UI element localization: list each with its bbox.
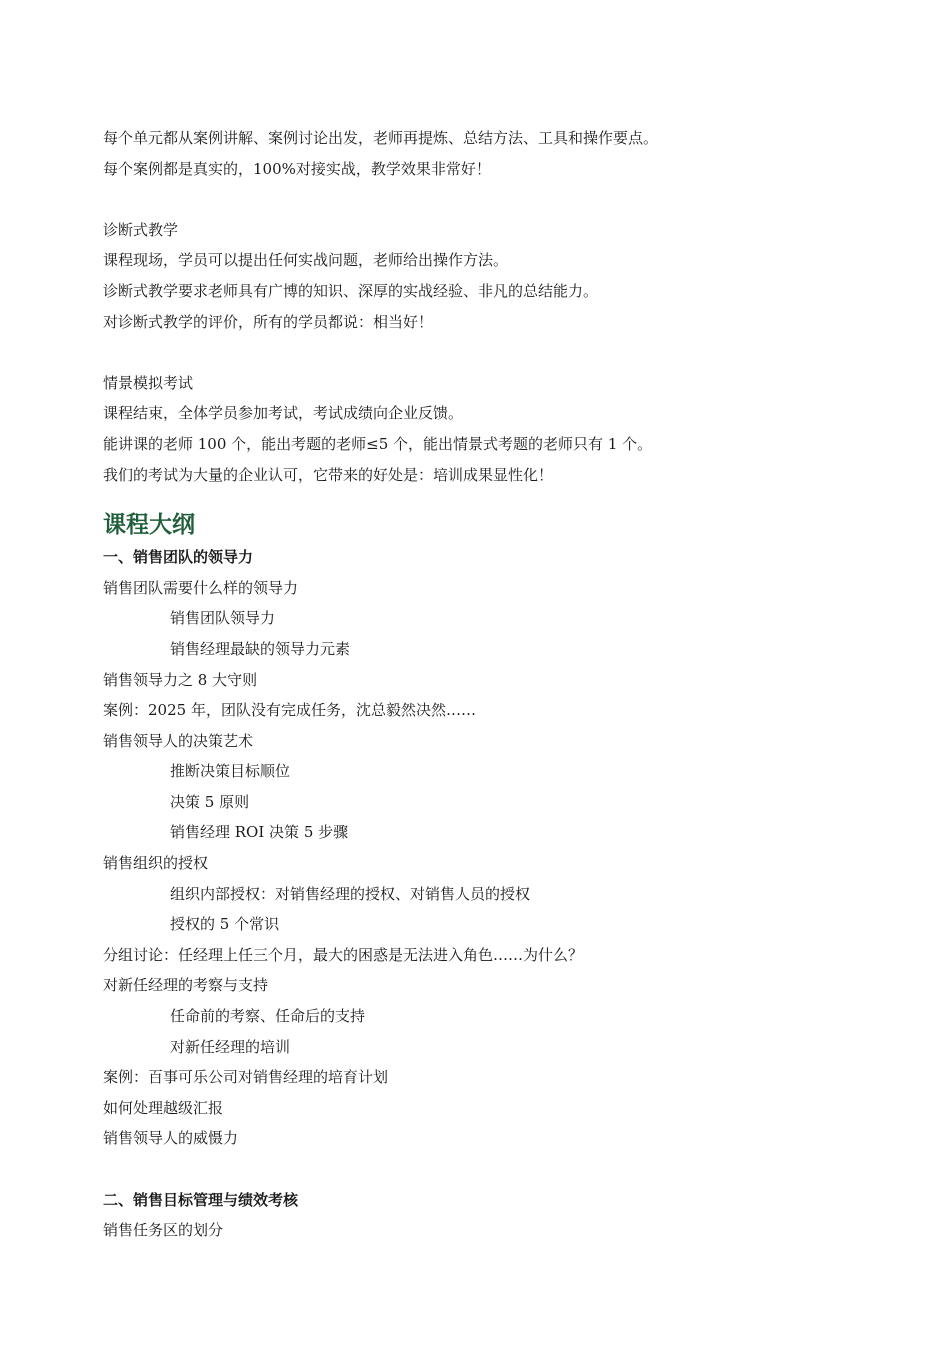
outline-item: 销售团队需要什么样的领导力: [103, 578, 299, 597]
outline-subitem: 销售经理最缺的领导力元素: [170, 639, 351, 658]
outline-item: 对新任经理的考察与支持: [103, 976, 269, 995]
outline-subitem: 销售经理 ROI 决策 5 步骤: [170, 823, 349, 842]
intro-line: 诊断式教学要求老师具有广博的知识、深厚的实战经验、非凡的总结能力。: [103, 281, 599, 300]
intro-line: 我们的考试为大量的企业认可，它带来的好处是：培训成果显性化！: [103, 465, 554, 484]
blank-line: [103, 337, 903, 368]
outline-item: 如何处理越级汇报: [103, 1098, 224, 1117]
intro-line: 课程结束，全体学员参加考试，考试成绩向企业反馈。: [103, 404, 464, 423]
intro-line: 对诊断式教学的评价，所有的学员都说：相当好！: [103, 312, 434, 331]
outline-subitem: 销售团队领导力: [170, 609, 276, 628]
outline-item: 销售领导人的威慑力: [103, 1129, 239, 1148]
outline-item: 销售任务区的划分: [103, 1221, 224, 1240]
blank-line: [103, 184, 903, 215]
outline-subitem: 任命前的考察、任命后的支持: [170, 1007, 366, 1026]
document-body: [103, 123, 903, 1246]
section-title: 一、销售团队的领导力: [103, 548, 254, 567]
outline-subitem: 决策 5 原则: [170, 792, 250, 811]
intro-line: 课程现场，学员可以提出任何实战问题，老师给出操作方法。: [103, 251, 509, 270]
intro-subtitle: 情景模拟考试: [103, 373, 194, 392]
blank-line: [103, 1154, 903, 1185]
intro-line: 能讲课的老师 100 个，能出考题的老师≤5 个，能出情景式考题的老师只有 1 个。: [103, 434, 653, 453]
outline-subitem: 授权的 5 个常识: [170, 915, 280, 934]
intro-line: 每个单元都从案例讲解、案例讨论出发，老师再提炼、总结方法、工具和操作要点。: [103, 129, 659, 147]
outline-item: 销售领导力之 8 大守则: [103, 670, 258, 689]
outline-item: 销售领导人的决策艺术: [103, 731, 254, 750]
section-title: 二、销售目标管理与绩效考核: [103, 1190, 299, 1209]
outline-subitem: 推断决策目标顺位: [170, 762, 291, 781]
outline-subitem: 组织内部授权：对销售经理的授权、对销售人员的授权: [170, 884, 531, 903]
outline-item: 案例：百事可乐公司对销售经理的培育计划: [103, 1068, 389, 1087]
outline-heading: 课程大纲: [103, 512, 195, 539]
outline-item: 销售组织的授权: [103, 854, 209, 873]
outline-item: 分组讨论：任经理上任三个月，最大的困惑是无法进入角色……为什么？: [103, 945, 584, 964]
outline-item: 案例：2025 年，团队没有完成任务，沈总毅然决然……: [103, 701, 476, 720]
intro-subtitle: 诊断式教学: [103, 220, 179, 239]
intro-line: 每个案例都是真实的，100%对接实战，教学效果非常好！: [103, 159, 491, 178]
outline-subitem: 对新任经理的培训: [170, 1037, 291, 1056]
